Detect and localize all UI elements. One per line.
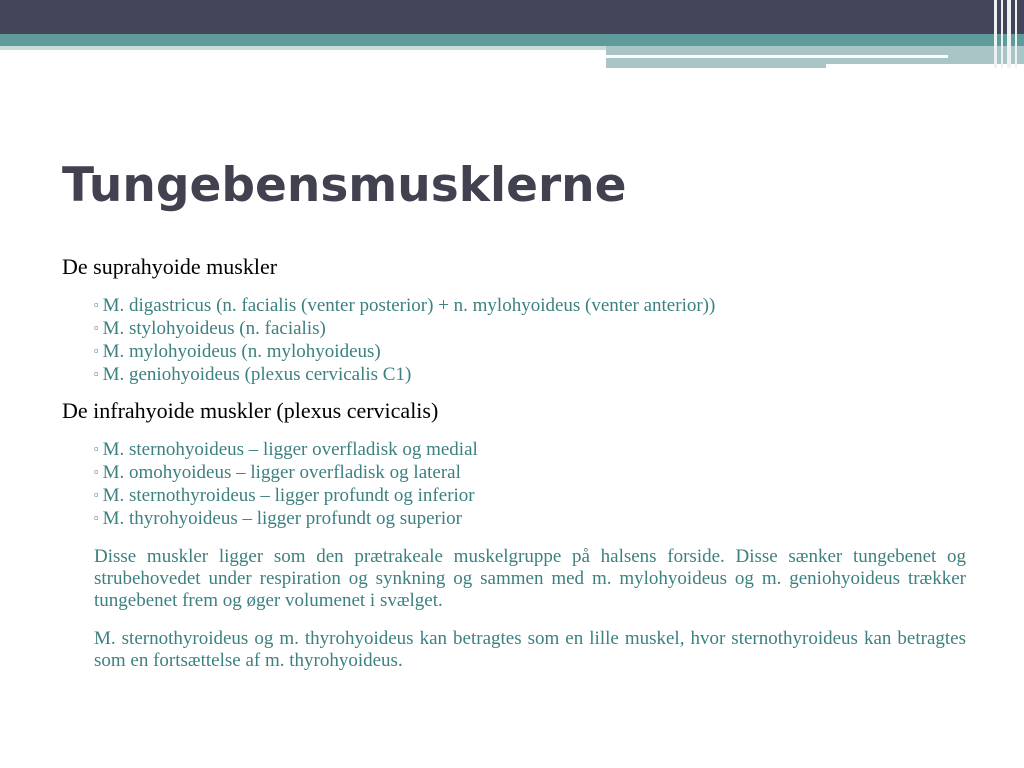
bullet-marker: ▫ [94,320,99,335]
header-teal-bar [0,34,1024,46]
list-item: ▫ M. thyrohyoideus – ligger profundt og superior [94,508,462,529]
slide-body [62,252,966,672]
section-heading-suprahyoid: De suprahyoide muskler [62,254,278,279]
bullet-marker: ▫ [94,297,99,312]
note-paragraph: M. sternothyroideus og m. thyrohyoideus kan betragtes som en lille muskel, hvor sternothyroideus kan betragtes som en fortsættelse af m. thyrohyoideus. [94,628,966,671]
slide-title: Tungebensmusklerne [62,158,627,213]
list-item: ▫ M. mylohyoideus (n. mylohyoideus) [94,341,381,362]
list-item: ▫ M. stylohyoideus (n. facialis) [94,318,326,339]
bullet-marker: ▫ [94,510,99,525]
section-heading-infrahyoid: De infrahyoide muskler (plexus cervicalis) [62,398,439,423]
header-vertical-stripes [990,0,1024,68]
header-dark-bar [0,0,1024,34]
list-item: ▫ M. omohyoideus – ligger overfladisk og lateral [94,462,461,483]
suprahyoid-list [62,294,966,386]
list-item: ▫ M. geniohyoideus (plexus cervicalis C1) [94,364,412,385]
list-item: ▫ M. sternothyroideus – ligger profundt og inferior [94,485,475,506]
bullet-marker: ▫ [94,366,99,381]
list-item: ▫ M. sternohyoideus – ligger overfladisk og medial [94,439,478,460]
bullet-marker: ▫ [94,464,99,479]
bullet-marker: ▫ [94,343,99,358]
bullet-marker: ▫ [94,441,99,456]
header-light-band [0,46,606,50]
infrahyoid-list [62,438,966,530]
header-divider-line [606,55,948,58]
bullet-marker: ▫ [94,487,99,502]
description-paragraph: Disse muskler ligger som den prætrakeale muskelgruppe på halsens forside. Disse sænker tungebenet og strubehovedet under respiration og synkning og sammen med m. mylohyoideus og m. geniohyoideus trækker tungebenet frem og øger volumenet i svælget. [94,546,966,611]
list-item: ▫ M. digastricus (n. facialis (venter posterior) + n. mylohyoideus (venter anterior)) [94,295,716,316]
